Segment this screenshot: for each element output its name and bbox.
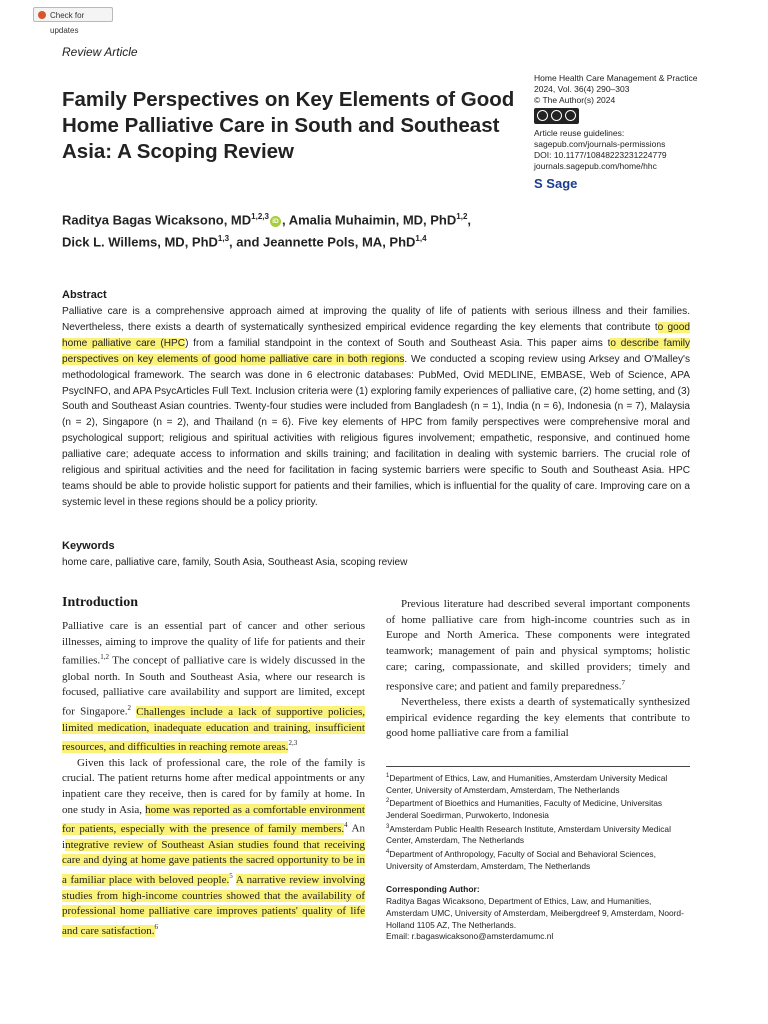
journal-name: Home Health Care Management & Practice — [534, 73, 698, 83]
sage-logo-icon: S — [534, 176, 543, 191]
check-for-updates-badge[interactable] — [33, 7, 113, 35]
citation: 2 — [127, 704, 131, 713]
text-run: Previous literature had described several important components of home palliative care from high-income countries such as in Europe and North America. These components were integrated teamwork; management of pain and physical symptoms; holistic care; caring, compassionate, and skilled providers; timely and responsive care; and patient and family preparedness. — [386, 598, 690, 693]
author-3-affil: 1,3 — [217, 234, 230, 244]
highlight: Challenges include a lack of supportive policies, limited medication, inadequate education and training, insufficient resources, and difficulties in reaching remote areas. — [62, 705, 365, 753]
abstract-part-3: . We conducted a scoping review using Arksey and O'Malley's methodological framework. The search was done in 6 electronic databases: PubMed, Ovid MEDLINE, EMBASE, Web of Science, APA PsycINFO, and APA PsycArticles Full Text. Inclusion criteria were (1) exploring family experiences of palliative care, (2) home setting, and (3) South and Southeast Asian countries. Twenty-four studies were included from Bangladesh (n = 1), India (n = 6), Indonesia (n = 7), Malaysia (n = 2), Singapore (n = 2), and Thailand (n = 6). Five key elements of HPC from family perspectives were comprehensive moral and psychological support; religious and spiritual activities with religious figures involvement; empathetic, responsive, and continued home palliative care; adequate access to information and skills training; and facilitation in dealing with systemic barriers. The crucial role of religious and spiritual activities and the need for facilitation in facing systemic barriers were specific to South and Southeast Asia. HPC teams should be able to provide holistic support for patients and their families, which is influential for the quality of care. Improving care on a systemic level in these regions should be a policy priority. — [62, 353, 691, 508]
intro-paragraph-4: Nevertheless, there exists a dearth of systematically synthesized empirical evidence regarding the key elements that contribute to good home palliative care from a familial — [386, 695, 690, 740]
author-1: Raditya Bagas Wicaksono, MD — [62, 212, 252, 228]
article-title: Family Perspectives on Key Elements of Good Home Palliative Care in South and Southeast Asia: A Scoping Review — [62, 88, 515, 163]
orcid-icon[interactable]: iD — [270, 216, 281, 227]
check-for-updates-icon — [38, 11, 46, 19]
introduction-heading: Introduction — [62, 595, 138, 610]
abstract-part-1: Palliative care is a comprehensive approach aimed at improving the quality of life of patients with serious illness and their families. Nevertheless, there exists a dearth of systematically synthesized empirical evidence regarding the key elements that contribute t — [62, 306, 690, 333]
author-3: Dick L. Willems, MD, PhD — [62, 234, 218, 250]
abstract-highlight-2: o describe family perspectives on key elements of good home palliative care in both regions — [62, 337, 691, 365]
highlight: home was reported as a comfortable environment for patients, especially with the presence of family members. — [62, 803, 365, 836]
reuse-info — [534, 128, 754, 172]
nc-dollar-icon — [565, 110, 576, 121]
right-column — [386, 597, 690, 742]
affiliation-item — [386, 771, 691, 796]
author-list — [62, 207, 562, 252]
abstract-text — [62, 304, 690, 511]
doi-link[interactable]: DOI: 10.1177/10848223231224779 — [534, 150, 667, 160]
highlight: A narrative review involving studies from high-income countries showed that the availability of professional home palliative care improves patients' quality of life and care satisfaction. — [62, 873, 365, 937]
citation: 5 — [229, 872, 233, 881]
affiliation-number: 3 — [386, 823, 390, 830]
affiliation-text: Department of Bioethics and Humanities, Faculty of Medicine, Universitas Jenderal Soedirman, Purwokerto, Indonesia — [386, 798, 663, 820]
citation: 2,3 — [288, 739, 298, 748]
journal-info — [534, 73, 754, 106]
citation: 6 — [154, 922, 159, 931]
author-1-affil: 1,2,3 — [251, 212, 269, 221]
cc-circle-icon — [537, 110, 548, 121]
corresponding-address: Raditya Bagas Wicaksono, Department of Ethics, Law, and Humanities, Amsterdam UMC, University of Amsterdam, Meibergdreef 9, Amsterdam, Noord-Holland 1105 AZ, The Netherlands. — [386, 896, 684, 930]
affiliation-item — [386, 847, 691, 872]
corresponding-email[interactable]: Email: r.bagaswicaksono@amsterdamumc.nl — [386, 931, 554, 942]
intro-paragraph-3 — [386, 597, 690, 695]
intro-paragraph-1 — [62, 619, 365, 756]
author-2: , Amalia Muhaimin, MD, PhD — [281, 212, 457, 228]
text-run: An i — [62, 823, 365, 851]
affiliation-number: 4 — [386, 849, 390, 856]
by-person-icon — [551, 110, 562, 121]
corresponding-heading: Corresponding Author: — [386, 884, 480, 894]
keywords-text: home care, palliative care, family, South Asia, Southeast Asia, scoping review — [62, 557, 408, 568]
author-2-affil: 1,2 — [456, 212, 468, 221]
affiliation-text: Department of Anthropology, Faculty of Social and Behavioral Sciences, University of Amsterdam, Amsterdam, The Netherlands — [386, 848, 656, 871]
journal-copyright: © The Author(s) 2024 — [534, 95, 616, 105]
cc-by-nc-icon — [534, 108, 579, 124]
reuse-label: Article reuse guidelines: — [534, 128, 625, 138]
keywords-heading: Keywords — [62, 540, 115, 552]
sage-logo — [534, 176, 577, 191]
abstract-part-2: ) from a familial standpoint in the context of South and Southeast Asia. This paper aims t — [185, 337, 611, 349]
journal-volume: 2024, Vol. 36(4) 290–303 — [534, 84, 630, 94]
journal-home-link[interactable]: journals.sagepub.com/home/hhc — [534, 161, 657, 171]
footnote-divider — [386, 766, 690, 767]
article-type: Review Article — [62, 45, 138, 59]
intro-paragraph-2 — [62, 756, 365, 940]
affiliation-number: 1 — [386, 773, 390, 779]
text-run: The concept of palliative care is widely discussed in the global north. In South and Southeast Asia, where our research is focused, palliative care availability and support are limited, except for Singapore. — [62, 655, 365, 718]
affiliation-number: 2 — [386, 798, 390, 805]
reuse-link[interactable]: sagepub.com/journals-permissions — [534, 139, 666, 149]
left-column — [62, 619, 365, 939]
affiliations — [386, 771, 691, 873]
highlight: ntegrative review of Southeast Asian studies found that receiving care and dying at home gave patients the sacred opportunity to be in a familiar place with beloved people. — [62, 838, 365, 886]
citation: 1,2 — [100, 653, 109, 662]
affiliation-text: Amsterdam Public Health Research Institute, Amsterdam University Medical Center, Amsterdam, The Netherlands — [386, 823, 671, 846]
affiliation-text: Department of Ethics, Law, and Humanities, Amsterdam University Medical Center, University of Amsterdam, Amsterdam, The Netherlands — [386, 772, 668, 795]
corresponding-author — [386, 896, 696, 943]
text-run: Given this lack of professional care, the role of the family is crucial. The patient returns home after medical appointments or any inpatient care they receive, then is cared for by family at home. In one study in Asia, — [62, 756, 365, 816]
author-4: , and Jeannette Pols, MA, PhD — [229, 234, 416, 250]
affiliation-item — [386, 822, 691, 847]
affiliation-item — [386, 796, 691, 821]
sage-logo-text: Sage — [546, 176, 578, 191]
check-for-updates-label: Check for updates — [50, 11, 85, 35]
author-separator: , — [467, 212, 472, 228]
abstract-highlight-1: o good home palliative care (HPC — [62, 321, 691, 349]
text-run: Palliative care is an essential part of cancer and other serious illnesses, aiming to improve the quality of life for patients and their families. — [62, 620, 365, 668]
abstract-heading: Abstract — [62, 289, 107, 301]
citation: 4 — [344, 821, 348, 830]
author-4-affil: 1,4 — [415, 234, 427, 244]
citation: 7 — [621, 678, 625, 687]
